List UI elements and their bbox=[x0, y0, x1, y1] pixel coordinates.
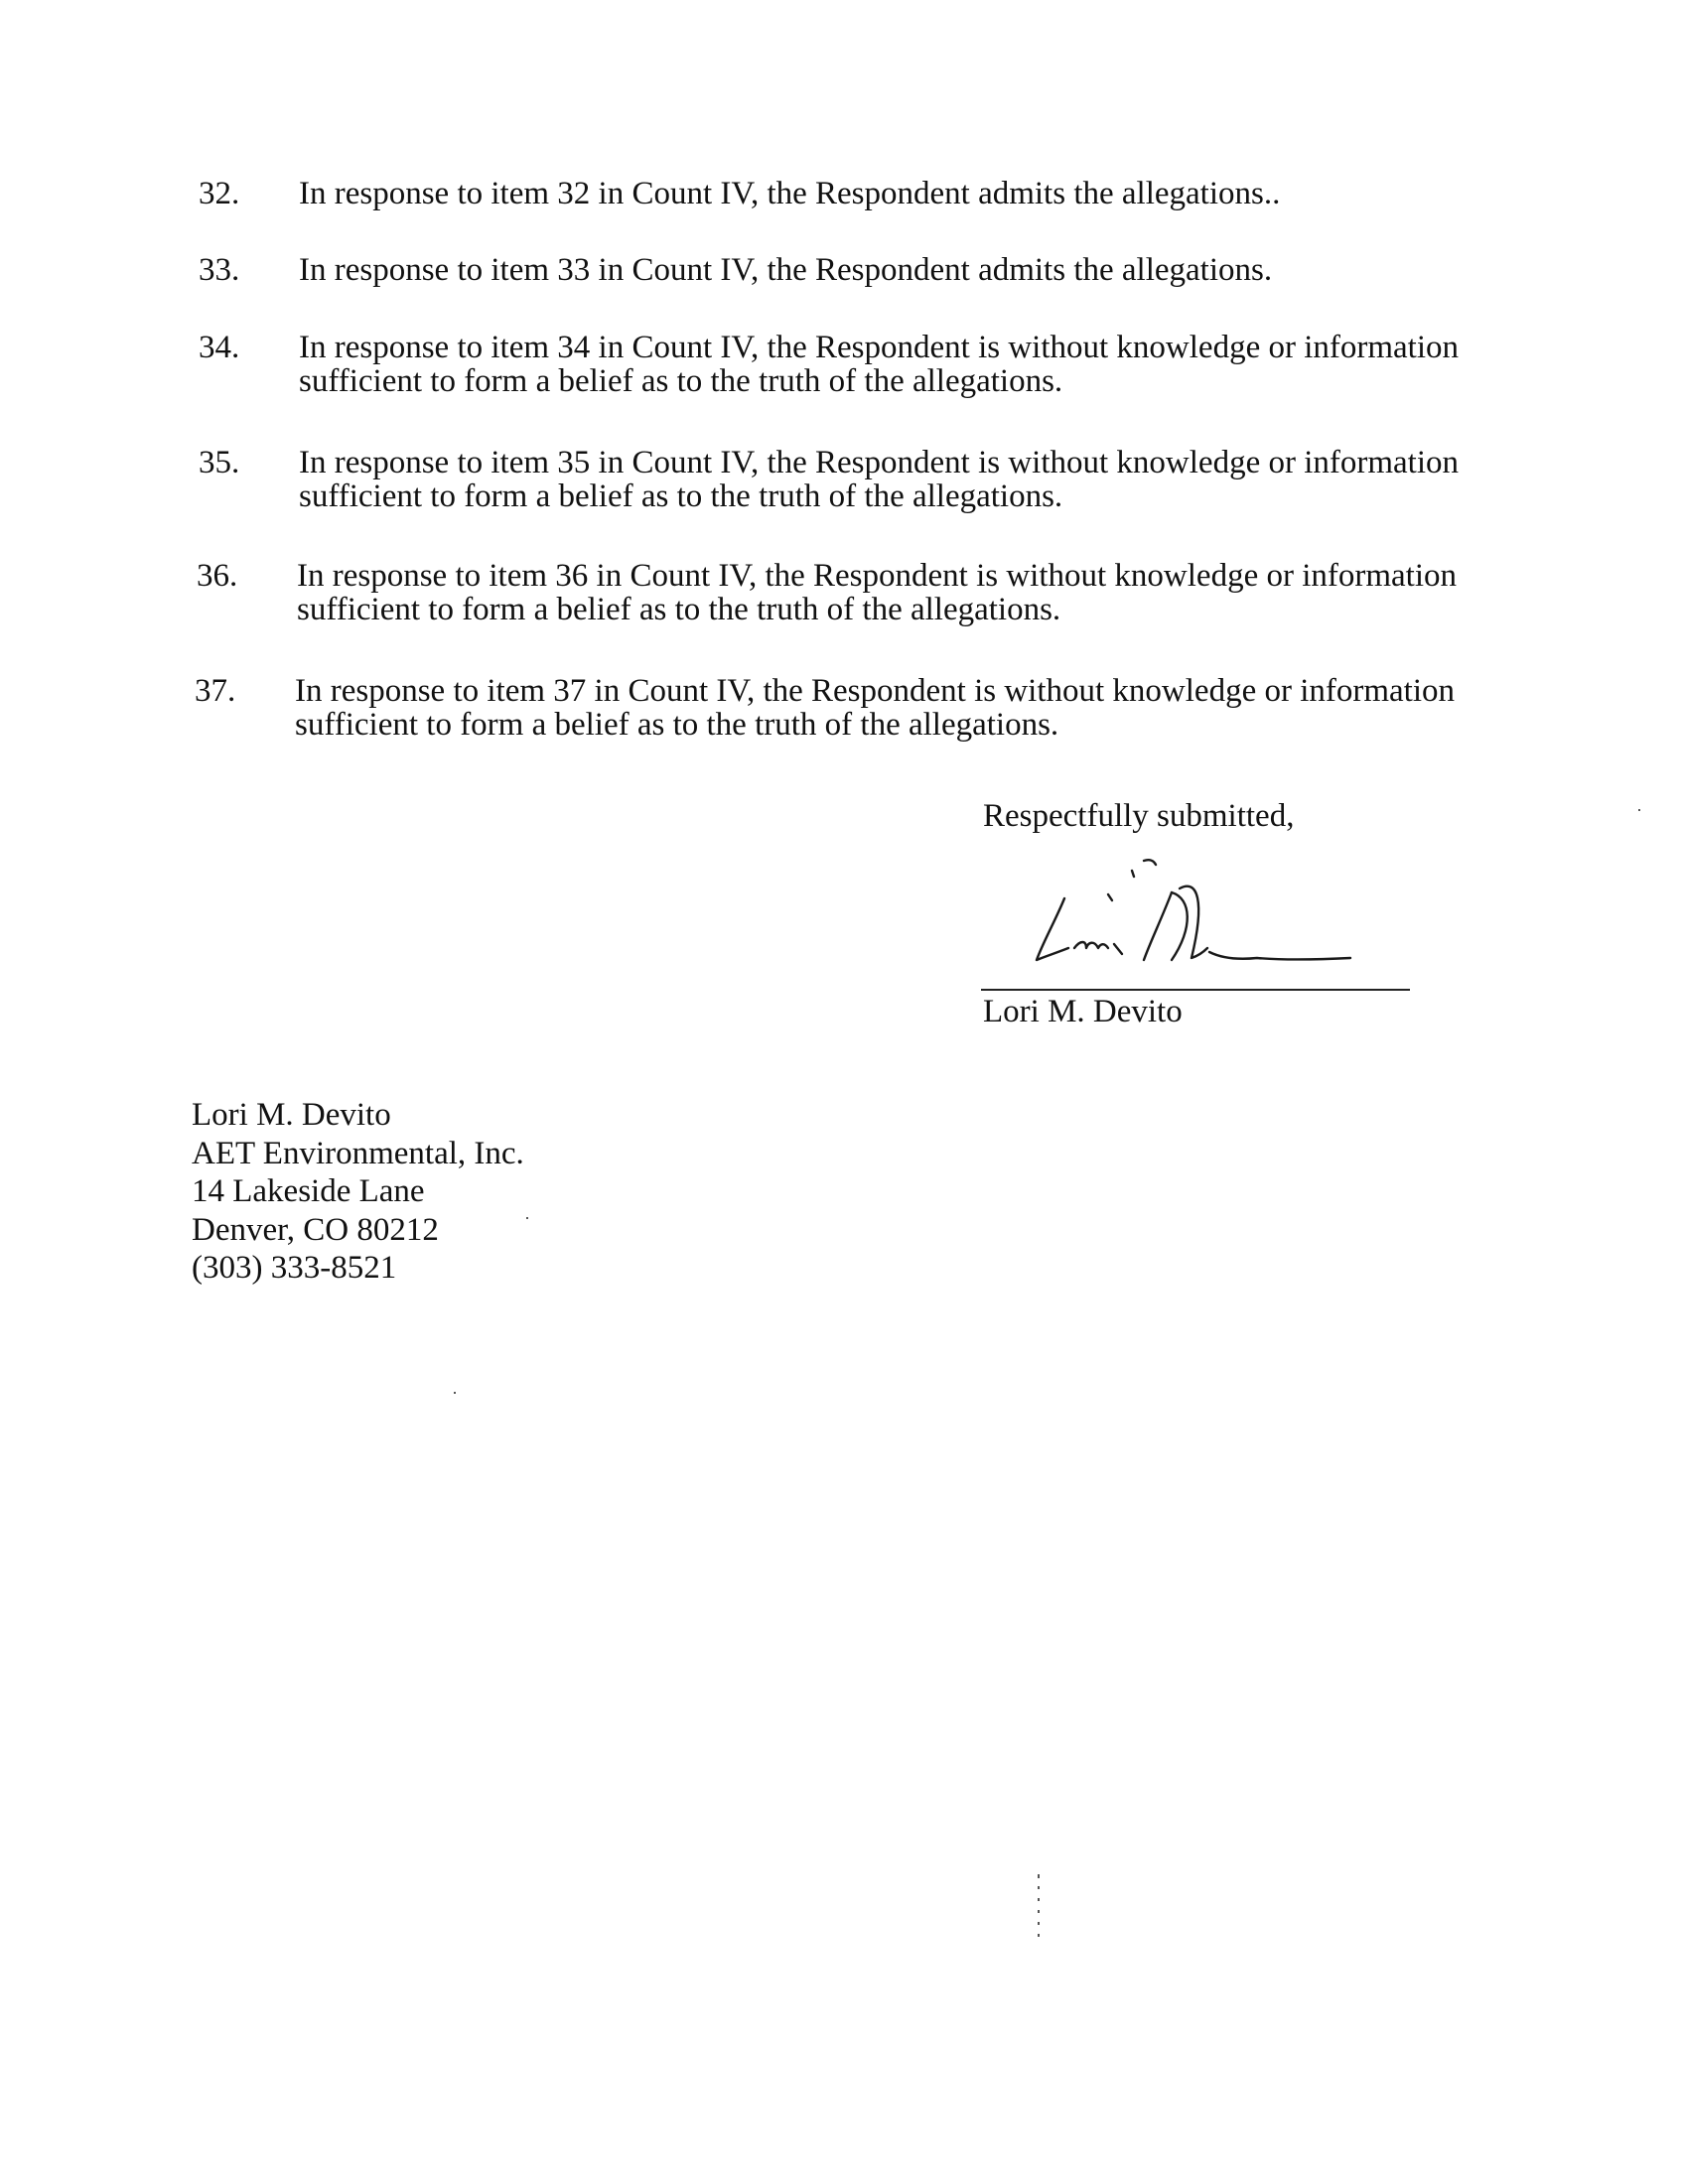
item-line: In response to item 34 in Count IV, the Respondent is without knowledge or information bbox=[299, 330, 1460, 365]
address-company: AET Environmental, Inc. bbox=[192, 1135, 524, 1171]
address-block bbox=[192, 1096, 524, 1288]
item-text bbox=[297, 559, 1588, 626]
item-number: 32. bbox=[199, 176, 240, 211]
item-number: 37. bbox=[195, 673, 236, 709]
scan-speck bbox=[1038, 1922, 1040, 1925]
item-text bbox=[299, 446, 1590, 513]
signature-line bbox=[981, 989, 1410, 991]
item-line: In response to item 36 in Count IV, the Respondent is without knowledge or information bbox=[297, 558, 1458, 594]
item-text bbox=[299, 253, 1590, 287]
item-number: 34. bbox=[199, 330, 240, 365]
scan-speck bbox=[454, 1392, 456, 1394]
address-city-state-zip: Denver, CO 80212 bbox=[192, 1211, 439, 1248]
item-line: sufficient to form a belief as to the truth of the allegations. bbox=[297, 592, 1061, 627]
address-phone: (303) 333-8521 bbox=[192, 1250, 397, 1286]
address-name: Lori M. Devito bbox=[192, 1097, 391, 1133]
address-street: 14 Lakeside Lane bbox=[192, 1173, 425, 1209]
item-text bbox=[295, 674, 1586, 742]
item-line: sufficient to form a belief as to the truth of the allegations. bbox=[295, 707, 1059, 743]
item-number: 36. bbox=[197, 558, 238, 594]
item-line: In response to item 35 in Count IV, the Respondent is without knowledge or information bbox=[299, 445, 1460, 480]
scan-speck bbox=[1038, 1910, 1040, 1913]
item-line: sufficient to form a belief as to the truth of the allegations. bbox=[299, 363, 1063, 399]
scan-speck bbox=[1638, 809, 1640, 811]
signer-name: Lori M. Devito bbox=[983, 994, 1183, 1029]
item-number: 33. bbox=[199, 252, 240, 288]
closing-text: Respectfully submitted, bbox=[983, 798, 1295, 834]
item-text bbox=[299, 177, 1590, 210]
item-line: sufficient to form a belief as to the truth of the allegations. bbox=[299, 478, 1063, 514]
scan-speck bbox=[1038, 1934, 1040, 1937]
scan-speck bbox=[1038, 1898, 1040, 1901]
item-line: In response to item 33 in Count IV, the Respondent admits the allegations. bbox=[299, 252, 1273, 288]
scan-speck bbox=[526, 1217, 528, 1219]
scan-speck bbox=[1038, 1874, 1040, 1878]
item-line: In response to item 37 in Count IV, the Respondent is without knowledge or information bbox=[295, 673, 1456, 709]
item-text bbox=[299, 331, 1590, 398]
item-line: In response to item 32 in Count IV, the Respondent admits the allegations.. bbox=[299, 176, 1281, 211]
scan-speck bbox=[1038, 1886, 1040, 1889]
handwritten-signature bbox=[1023, 849, 1390, 983]
item-number: 35. bbox=[199, 445, 240, 480]
